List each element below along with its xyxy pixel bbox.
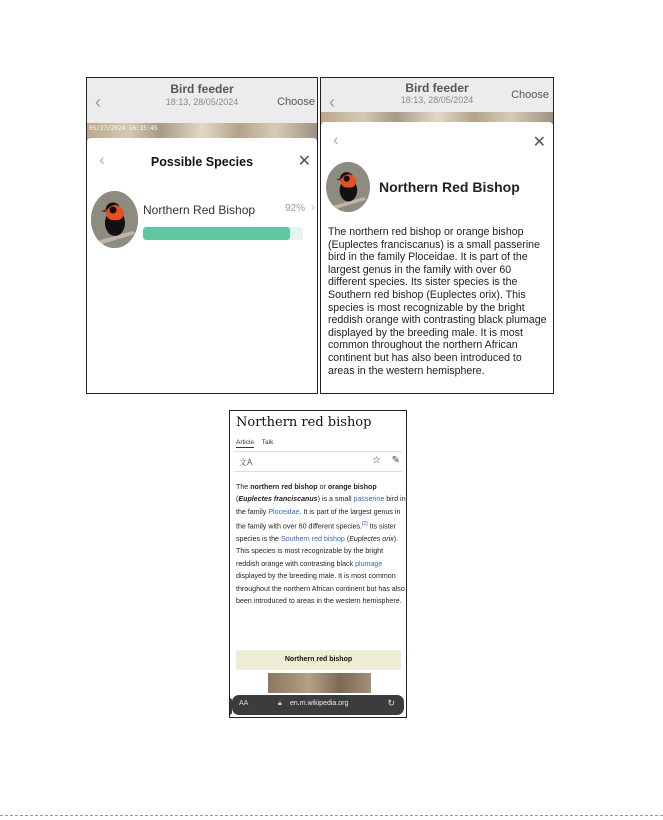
species-description: The northern red bishop or orange bishop (Euplectes franciscanus) is a small passerine bird in the family Ploceidae. It is part of the largest genus in the family with over 60 different species. Its sister species is the Southern red bishop (Euplectes orix). This species is most recognizable by the bright reddish orange with contrasting black plumage displayed by the breeding male. It is most common throughout the northern African continent but has also been introduced to areas in the western hemisphere.	[328, 226, 547, 377]
text: ) is a small	[317, 495, 354, 504]
confidence-bar	[143, 227, 303, 240]
choose-button[interactable]: Choose	[277, 96, 315, 108]
confidence-percent: 92%	[284, 203, 305, 214]
possible-species-screenshot	[86, 77, 318, 394]
divider	[234, 471, 402, 472]
chevron-left-icon[interactable]: ‹	[95, 92, 101, 112]
link-southern-red-bishop[interactable]: Southern red bishop	[280, 534, 345, 543]
bird-avatar	[326, 162, 370, 212]
article-title: Northern red bishop	[236, 415, 372, 430]
text: displayed by the breeding male. It is most common throughout the northern African continent but has also been introduced to areas in the western hemisphere.	[236, 572, 405, 606]
scientific-name: Euplectes orix	[349, 534, 394, 543]
citation-link[interactable]: [2]	[362, 521, 368, 528]
bold-term: orange bishop	[327, 483, 377, 491]
text-size-button[interactable]: AA	[239, 700, 249, 707]
chevron-left-icon[interactable]: ‹	[333, 130, 339, 149]
star-icon[interactable]: ☆	[372, 455, 381, 466]
bird-image	[326, 162, 370, 212]
link-passerine[interactable]: passerine	[353, 495, 385, 504]
reload-icon[interactable]: ↻	[387, 698, 395, 708]
species-detail-screenshot	[320, 77, 554, 394]
text: or	[317, 483, 328, 491]
bird-image	[91, 191, 138, 248]
text: (	[344, 534, 350, 543]
close-icon[interactable]: ✕	[297, 153, 311, 170]
text: Its sister species is the	[236, 522, 396, 543]
lock-icon: 🔒︎	[278, 700, 282, 707]
bird-avatar[interactable]	[91, 191, 138, 248]
species-title: Northern Red Bishop	[379, 179, 520, 195]
wikipedia-screenshot	[229, 410, 407, 718]
infobox-title: Northern red bishop	[236, 650, 401, 670]
tab-talk[interactable]: Talk	[261, 439, 274, 446]
chevron-left-icon[interactable]: ‹	[329, 92, 335, 112]
app-subtitle: 18:13, 28/05/2024	[165, 97, 239, 107]
text: . It is part of the largest genus in the family with over 60 different species.	[236, 507, 401, 531]
text: ). This species is most recognizable by the bright reddish orange with contrasting black	[236, 534, 399, 568]
tab-article[interactable]: Article	[236, 439, 255, 446]
text: The	[236, 483, 251, 491]
link-plumage[interactable]: plumage	[355, 559, 383, 568]
sheet-title: Possible Species	[150, 155, 254, 169]
pencil-icon[interactable]: ✎	[391, 455, 400, 466]
article-tabs	[236, 439, 279, 446]
species-sheet	[87, 138, 317, 394]
app-header	[87, 78, 317, 126]
species-name[interactable]: Northern Red Bishop	[143, 203, 256, 217]
article-body	[236, 481, 406, 607]
app-subtitle: 18:13, 28/05/2024	[400, 95, 474, 105]
text: (	[236, 495, 239, 504]
divider	[234, 451, 402, 452]
text: bird in the family	[236, 495, 406, 516]
choose-button[interactable]: Choose	[511, 89, 549, 101]
infobox-image	[268, 673, 371, 693]
photo-timestamp: 05/27/2024 16:15:45	[89, 125, 158, 132]
page-divider	[0, 815, 663, 816]
browser-url-bar[interactable]	[232, 695, 404, 715]
chevron-left-icon[interactable]: ‹	[99, 150, 105, 169]
confidence-bar-fill	[143, 227, 290, 240]
app-title: Bird feeder	[405, 81, 469, 95]
species-detail-sheet	[321, 122, 553, 394]
close-icon[interactable]: ✕	[532, 134, 546, 151]
link-ploceidae[interactable]: Ploceidae	[268, 507, 300, 516]
bold-term: northern red bishop	[250, 483, 318, 491]
chevron-right-icon[interactable]: ›	[311, 200, 315, 214]
scientific-name: Euplectes franciscanus	[238, 495, 318, 504]
url-text[interactable]: en.m.wikipedia.org	[290, 700, 349, 707]
translate-icon[interactable]: 文A	[239, 458, 253, 467]
app-title: Bird feeder	[170, 82, 234, 96]
